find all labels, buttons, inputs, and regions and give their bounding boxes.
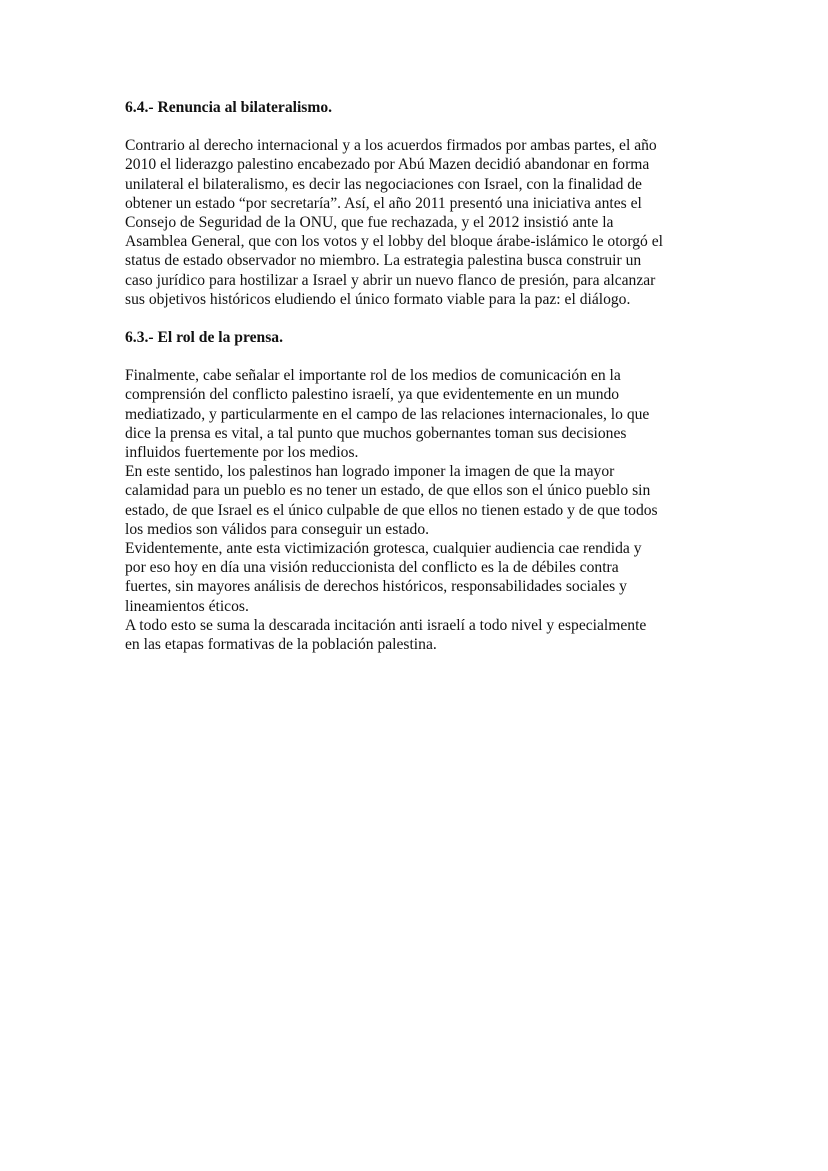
text-line: obtener un estado “por secretaría”. Así, el año 2011 presentó una iniciativa antes el (125, 194, 642, 212)
text-line: Consejo de Seguridad de la ONU, que fue rechazada, y el 2012 insistió ante la (125, 214, 614, 232)
text-line: Contrario al derecho internacional y a los acuerdos firmados por ambas partes, el año (125, 137, 657, 155)
text-line: Evidentemente, ante esta victimización grotesca, cualquier audiencia cae rendida y (125, 540, 642, 558)
text-line: fuertes, sin mayores análisis de derechos históricos, responsabilidades sociales y (125, 578, 627, 596)
document-body (125, 98, 705, 654)
text-line: los medios son válidos para conseguir un estado. (125, 520, 430, 538)
text-line: A todo esto se suma la descarada incitación anti israelí a todo nivel y especialmente (125, 616, 647, 634)
text-line: En este sentido, los palestinos han logrado imponer la imagen de que la mayor (125, 463, 615, 481)
text-line: Finalmente, cabe señalar el importante rol de los medios de comunicación en la (125, 367, 621, 385)
text-line: status de estado observador no miembro. La estrategia palestina busca construir un (125, 252, 642, 270)
text-line: calamidad para un pueblo es no tener un estado, de que ellos son el único pueblo sin (125, 482, 651, 500)
text-line: mediatizado, y particularmente en el campo de las relaciones internacionales, lo que (125, 405, 650, 423)
text-line: 2010 el liderazgo palestino encabezado por Abú Mazen decidió abandonar en forma (125, 156, 650, 174)
text-line: en las etapas formativas de la población palestina. (125, 636, 437, 654)
section-heading-rol-prensa: 6.3.- El rol de la prensa. (125, 329, 283, 347)
text-line: dice la prensa es vital, a tal punto que muchos gobernantes toman sus decisiones (125, 424, 627, 442)
text-line: estado, de que Israel es el único culpable de que ellos no tienen estado y de que todos (125, 501, 658, 519)
text-line: por eso hoy en día una visión reduccionista del conflicto es la de débiles contra (125, 559, 619, 577)
paragraph-rol-prensa (125, 366, 705, 654)
text-line: lineamientos éticos. (125, 597, 249, 615)
text-line: influidos fuertemente por los medios. (125, 444, 359, 462)
text-line: comprensión del conflicto palestino israelí, ya que evidentemente en un mundo (125, 386, 620, 404)
text-line: unilateral el bilateralismo, es decir las negociaciones con Israel, con la finalidad de (125, 175, 642, 193)
paragraph-renuncia-bilateralismo (125, 136, 705, 309)
section-heading-renuncia-bilateralismo: 6.4.- Renuncia al bilateralismo. (125, 99, 333, 116)
text-line: sus objetivos históricos eludiendo el único formato viable para la paz: el diálogo. (125, 290, 631, 308)
text-line: Asamblea General, que con los votos y el lobby del bloque árabe-islámico le otorgó el (125, 233, 663, 251)
text-line: caso jurídico para hostilizar a Israel y abrir un nuevo flanco de presión, para alcanzar (125, 271, 656, 289)
